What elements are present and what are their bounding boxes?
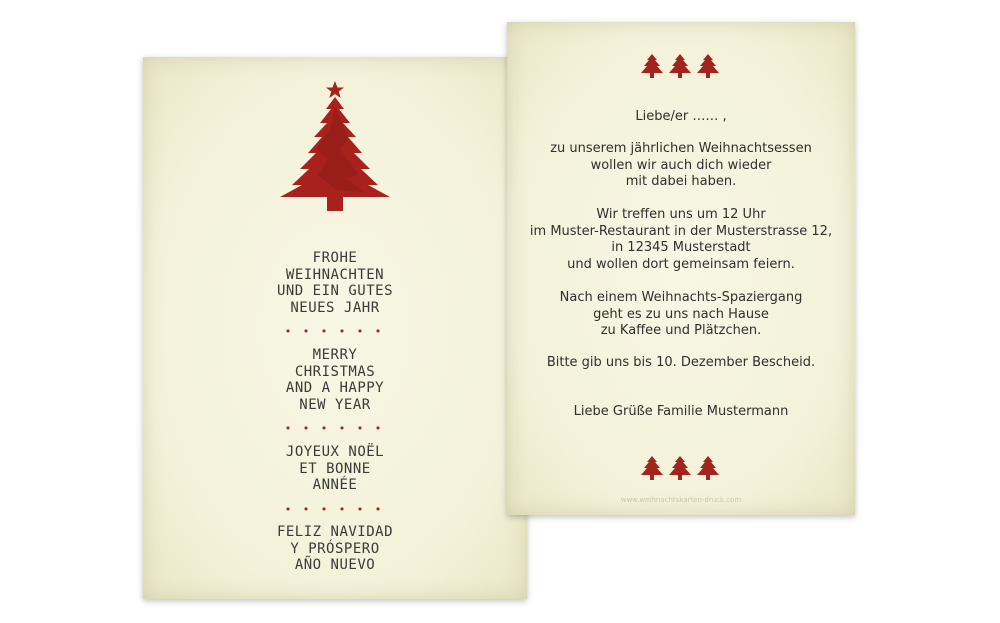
- card-back: [507, 22, 855, 515]
- greeting-spanish: FELIZ NAVIDAD Y PRÓSPERO AÑO NUEVO: [276, 524, 394, 573]
- walk-paragraph: Nach einem Weihnachts-Spaziergang geht es zu uns nach Hause zu Kaffee und Plätzchen.: [559, 290, 803, 338]
- salutation: Liebe/er …… ,: [635, 109, 727, 124]
- closing-text: Liebe Grüße Familie Mustermann: [573, 404, 789, 419]
- dot-separator: • • • • • •: [284, 325, 386, 338]
- christmas-tree-icon: [278, 79, 392, 231]
- greeting-german: FROHE WEIHNACHTEN UND EIN GUTES NEUES JAHR: [276, 250, 394, 316]
- invitation-paragraph: zu unserem jährlichen Weihnachtsessen wollen wir auch dich wieder mit dabei haben.: [550, 141, 812, 189]
- star-icon: [326, 81, 344, 98]
- christmas-tree-icon: [640, 456, 720, 480]
- website-url: www.weihnachtskarten-druck.com: [620, 496, 742, 504]
- rsvp-text: Bitte gib uns bis 10. Dezember Bescheid.: [546, 355, 816, 370]
- greeting-french: JOYEUX NOËL ET BONNE ANNÉE: [285, 444, 385, 493]
- dot-separator: • • • • • •: [284, 422, 386, 435]
- dot-separator: • • • • • •: [284, 503, 386, 516]
- card-front: [143, 57, 527, 599]
- meeting-paragraph: Wir treffen uns um 12 Uhr im Muster-Restaurant in der Musterstrasse 12, in 12345 Musterstadt und wollen dort gemeinsam feiern.: [529, 207, 833, 272]
- greeting-english: MERRY CHRISTMAS AND A HAPPY NEW YEAR: [285, 347, 385, 413]
- christmas-tree-icon: [640, 54, 720, 78]
